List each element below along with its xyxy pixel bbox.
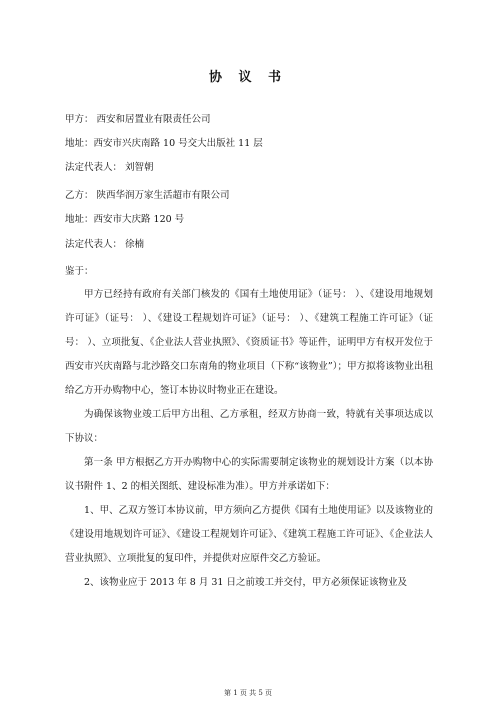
document-title: 协 议 书 bbox=[208, 70, 288, 85]
clause-1-paragraph: 1、甲、乙双方签订本协议前，甲方须向乙方提供《国有土地使用证》以及该物业的《建设用地规划许可证》、《建设工程规划许可证》、《建筑工程施工许可证》、《企业法人营业执照》、立项批复的复印件，并提供对应原件交乙方验证。 bbox=[65, 505, 433, 564]
party-b-line: 乙方： 陕西华润万家生活超市有限公司 bbox=[65, 190, 230, 201]
party-a-line: 甲方： 西安和居置业有限责任公司 bbox=[65, 114, 211, 125]
recital-paragraph: 甲方已经持有政府有关部门核发的《国有土地使用证》（证号： ）、《建设用地规划许可证》（证号： ）、《建设工程规划许可证》（证号： ）、《建筑工程施工许可证》（证号： ）、立项批复、《企业法人营业执照》、《资质证书》等证件，证明甲方有权开发位于西安市兴庆南路与北沙路交口东南角的物业项目（下称“该物业”）；甲方拟将该物业出租给乙方开办购物中心，签订本协议时物业正在建设。 bbox=[65, 289, 433, 396]
page-number-footer: 第 1 页 共 5 页 bbox=[223, 689, 273, 697]
clause-2-paragraph: 2、该物业应于 2013 年 8 月 31 日之前竣工并交付，甲方必须保证该物业及 bbox=[84, 577, 407, 588]
party-b-address: 地址：西安市大庆路 120 号 bbox=[65, 214, 185, 225]
party-b-representative: 法定代表人： 徐楠 bbox=[65, 239, 145, 250]
party-a-address: 地址：西安市兴庆南路 10 号交大出版社 11 层 bbox=[65, 138, 263, 149]
agreement-intro-paragraph: 为确保该物业竣工后甲方出租、乙方承租，经双方协商一致，特就有关事项达成以下协议： bbox=[65, 409, 433, 444]
party-a-representative: 法定代表人： 刘智朝 bbox=[65, 162, 154, 173]
article-1-paragraph: 第一条 甲方根据乙方开办购物中心的实际需要制定该物业的规划设计方案（以本协议书附件 1、2 的相关图纸、建设标准为准）。甲方并承诺如下： bbox=[65, 457, 433, 492]
whereas-label: 鉴于： bbox=[65, 266, 94, 277]
